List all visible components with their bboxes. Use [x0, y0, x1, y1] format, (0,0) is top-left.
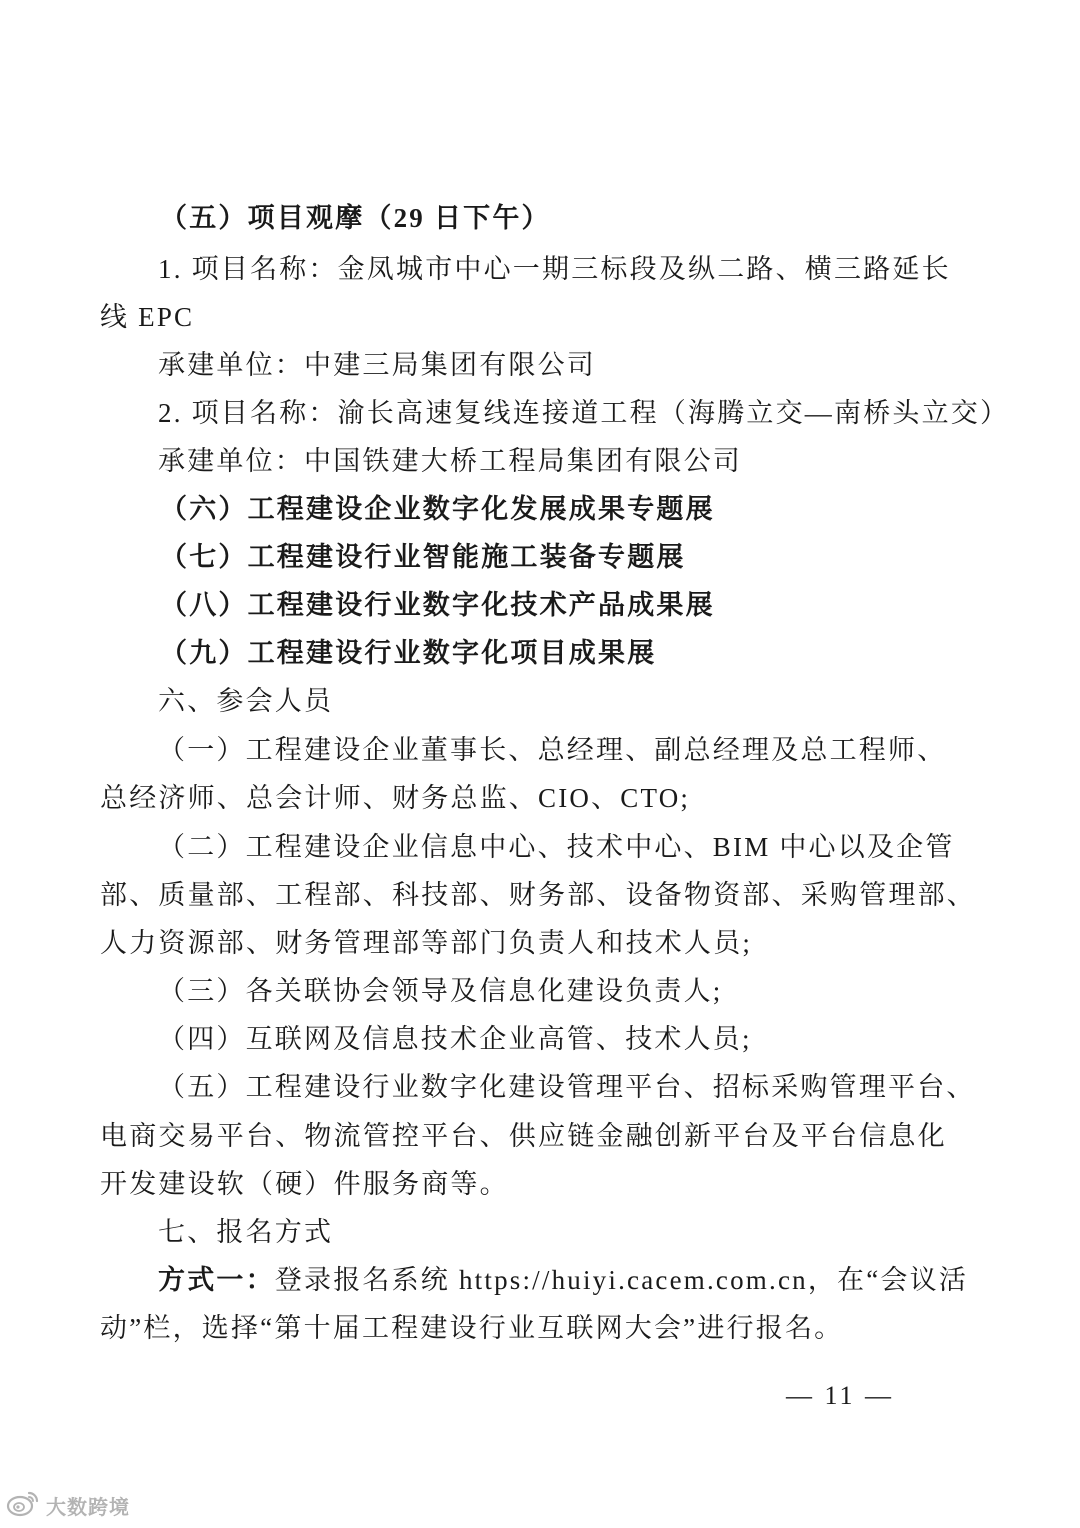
participant-3: （三）各关联协会领导及信息化建设负责人;: [158, 976, 723, 1006]
section-heading-9: （九）工程建设行业数字化项目成果展: [160, 638, 657, 668]
participant-2-cont-2: 人力资源部、财务管理部等部门负责人和技术人员;: [100, 928, 753, 958]
registration-method-1-cont: 动”栏，选择“第十届工程建设行业互联网大会”进行报名。: [100, 1313, 844, 1343]
participant-5: （五）工程建设行业数字化建设管理平台、招标采购管理平台、: [158, 1072, 976, 1102]
project-2-name: 2. 项目名称：渝长高速复线连接道工程（海腾立交—南桥头立交）: [158, 398, 1010, 428]
section-heading-8: （八）工程建设行业数字化技术产品成果展: [160, 590, 715, 620]
method-1-text: 登录报名系统 https://huiyi.cacem.com.cn，在“会议活: [274, 1265, 969, 1295]
page-number: — 11 —: [786, 1381, 895, 1410]
chapter-heading-participants: 六、参会人员: [158, 686, 334, 716]
registration-method-1: [158, 1262, 968, 1298]
watermark-text: 大数跨境: [46, 1494, 130, 1519]
project-2-contractor: 承建单位：中国铁建大桥工程局集团有限公司: [158, 446, 742, 476]
participant-2-cont-1: 部、质量部、工程部、科技部、财务部、设备物资部、采购管理部、: [100, 880, 976, 910]
weibo-logo-icon: [6, 1488, 40, 1523]
section-heading-7: （七）工程建设行业智能施工装备专题展: [160, 542, 686, 572]
section-heading-project-tour: （五）项目观摩（29 日下午）: [160, 203, 551, 233]
participant-1: （一）工程建设企业董事长、总经理、副总经理及总工程师、: [158, 735, 947, 765]
method-1-label: 方式一：: [158, 1265, 275, 1295]
project-1-contractor: 承建单位：中建三局集团有限公司: [158, 350, 596, 380]
participant-5-cont-2: 开发建设软（硬）件服务商等。: [100, 1169, 509, 1199]
participant-5-cont-1: 电商交易平台、物流管控平台、供应链金融创新平台及平台信息化: [100, 1121, 947, 1151]
project-1-name-cont: 线 EPC: [100, 302, 195, 332]
section-heading-6: （六）工程建设企业数字化发展成果专题展: [160, 494, 715, 524]
chapter-heading-registration: 七、报名方式: [158, 1217, 334, 1247]
participant-1-cont: 总经济师、总会计师、财务总监、CIO、CTO;: [100, 783, 691, 813]
participant-2: （二）工程建设企业信息中心、技术中心、BIM 中心以及企管: [158, 832, 955, 862]
watermark: [6, 1488, 130, 1522]
project-1-name: 1. 项目名称：金凤城市中心一期三标段及纵二路、横三路延长: [158, 254, 951, 284]
participant-4: （四）互联网及信息技术企业高管、技术人员;: [158, 1024, 752, 1054]
